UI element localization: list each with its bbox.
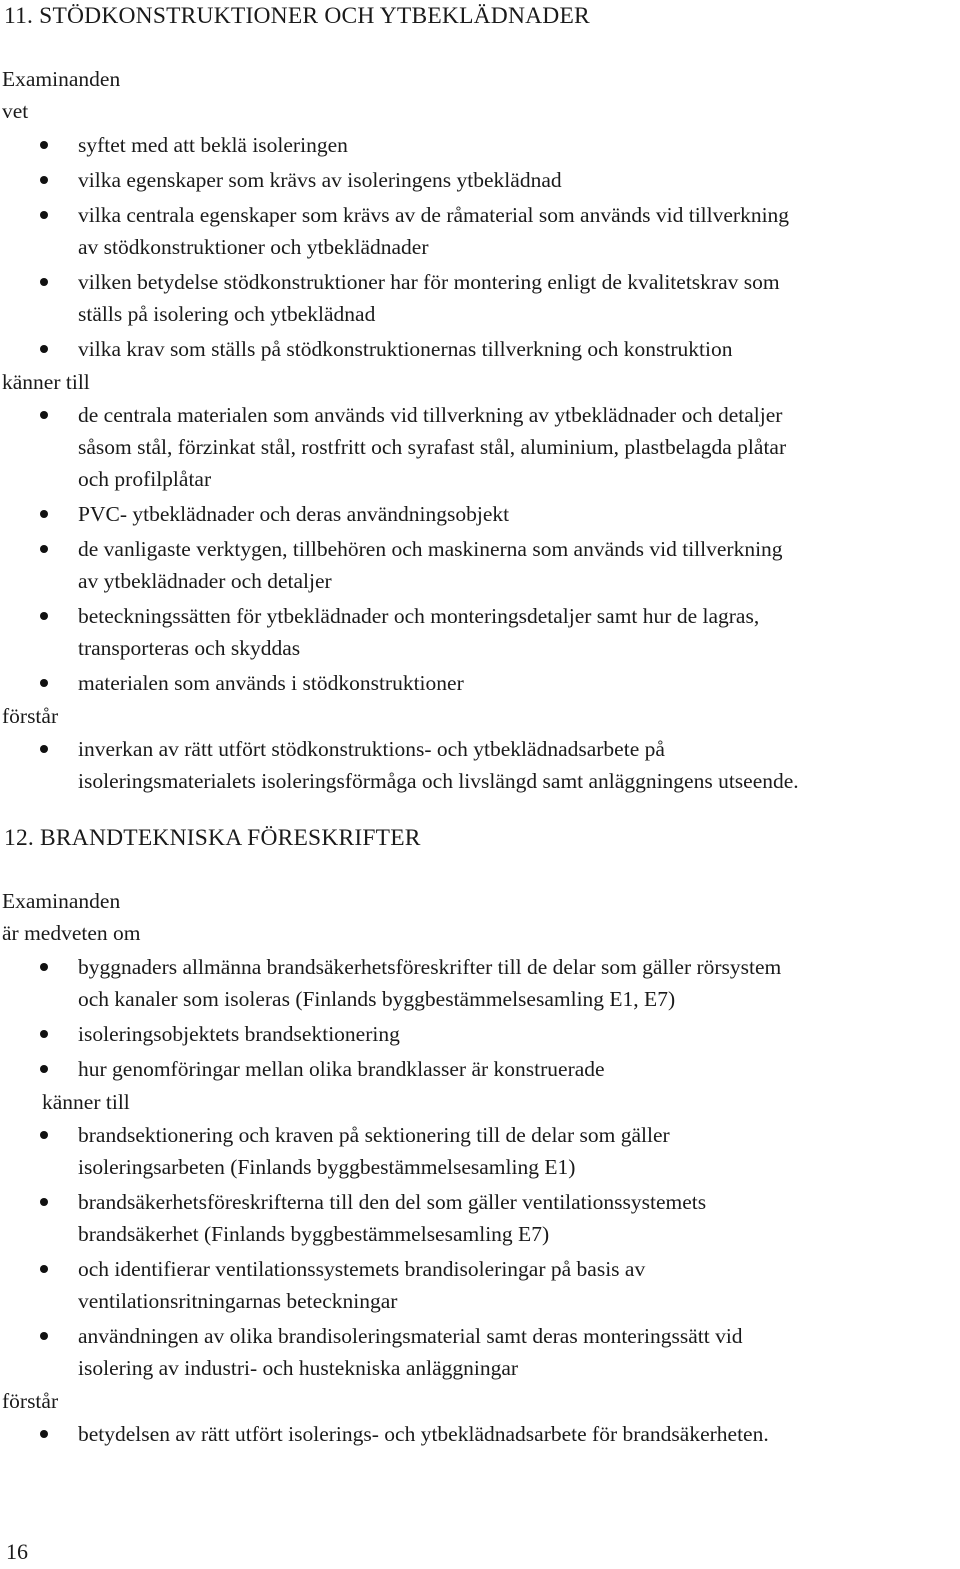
list-item-text: de centrala materialen som används vid tillverkning av ytbeklädnader och detaljer <box>78 403 783 427</box>
bullet-icon <box>40 345 48 353</box>
list-item-text: av ytbeklädnader och detaljer <box>78 569 332 593</box>
list-item-text: vilken betydelse stödkonstruktioner har för montering enligt de kvalitetskrav som <box>78 270 780 294</box>
group-label: känner till <box>42 1090 130 1114</box>
bullet-icon <box>40 510 48 518</box>
list-item-text: vilka krav som ställs på stödkonstruktionernas tillverkning och konstruktion <box>78 337 733 361</box>
list-item-text: isoleringsarbeten (Finlands byggbestämmelsesamling E1) <box>78 1155 576 1179</box>
bullet-icon <box>40 745 48 753</box>
list-item-text: beteckningssätten för ytbeklädnader och monteringsdetaljer samt hur de lagras, <box>78 604 760 628</box>
bullet-icon <box>40 612 48 620</box>
bullet-icon <box>40 1332 48 1340</box>
group-label: förstår <box>2 1389 59 1413</box>
group-label: förstår <box>2 704 59 728</box>
list-item-text: brandsäkerhetsföreskrifterna till den del som gäller ventilationssystemets <box>78 1190 707 1214</box>
group-label: känner till <box>2 370 90 394</box>
list-item-text: hur genomföringar mellan olika brandklasser är konstruerade <box>78 1057 605 1081</box>
bullet-icon <box>40 1131 48 1139</box>
bullet-icon <box>40 278 48 286</box>
bullet-icon <box>40 141 48 149</box>
bullet-icon <box>40 963 48 971</box>
list-item-text: ventilationsritningarnas beteckningar <box>78 1289 398 1313</box>
list-item-text: isoleringsobjektets brandsektionering <box>78 1022 400 1046</box>
list-item-text: vilka egenskaper som krävs av isoleringens ytbeklädnad <box>78 168 562 192</box>
list-item-text: materialen som används i stödkonstruktioner <box>78 671 464 695</box>
bullet-icon <box>40 1430 48 1438</box>
bullet-icon <box>40 1265 48 1273</box>
list-item-text: isoleringsmaterialets isoleringsförmåga och livslängd samt anläggningens utseende. <box>78 769 799 793</box>
intro-verb: vet <box>2 99 29 123</box>
bullet-icon <box>40 211 48 219</box>
page-number: 16 <box>6 1539 28 1564</box>
intro-subject: Examinanden <box>2 889 121 913</box>
list-item-text: de vanligaste verktygen, tillbehören och maskinerna som används vid tillverkning <box>78 537 783 561</box>
list-item-text: och kanaler som isoleras (Finlands byggbestämmelsesamling E1, E7) <box>78 987 676 1011</box>
list-item-text: byggnaders allmänna brandsäkerhetsföreskrifter till de delar som gäller rörsystem <box>78 955 782 979</box>
section-heading: 11. STÖDKONSTRUKTIONER OCH YTBEKLÄDNADER <box>4 3 590 29</box>
bullet-icon <box>40 411 48 419</box>
list-item-text: syftet med att beklä isoleringen <box>78 133 348 157</box>
list-item-text: inverkan av rätt utfört stödkonstruktions- och ytbeklädnadsarbete på <box>78 737 665 761</box>
list-item-text: vilka centrala egenskaper som krävs av de råmaterial som används vid tillverkning <box>78 203 790 227</box>
bullet-icon <box>40 1065 48 1073</box>
list-item-text: ställs på isolering och ytbeklädnad <box>78 302 376 326</box>
list-item-text: brandsektionering och kraven på sektionering till de delar som gäller <box>78 1123 670 1147</box>
list-item-text: isolering av industri- och hustekniska anläggningar <box>78 1356 519 1380</box>
intro-subject: Examinanden <box>2 67 121 91</box>
bullet-icon <box>40 1030 48 1038</box>
bullet-icon <box>40 679 48 687</box>
list-item-text: såsom stål, förzinkat stål, rostfritt och syrafast stål, aluminium, plastbelagda plåtar <box>78 435 787 459</box>
list-item-text: och identifierar ventilationssystemets brandisoleringar på basis av <box>78 1257 646 1281</box>
bullet-icon <box>40 545 48 553</box>
bullet-icon <box>40 1198 48 1206</box>
section-heading: 12. BRANDTEKNISKA FÖRESKRIFTER <box>4 825 421 851</box>
intro-verb: är medveten om <box>2 921 141 945</box>
list-item-text: brandsäkerhet (Finlands byggbestämmelsesamling E7) <box>78 1222 550 1246</box>
list-item-text: PVC- ytbeklädnader och deras användningsobjekt <box>78 502 510 526</box>
bullet-icon <box>40 176 48 184</box>
list-item-text: användningen av olika brandisoleringsmaterial samt deras monteringssätt vid <box>78 1324 743 1348</box>
list-item-text: betydelsen av rätt utfört isolerings- och ytbeklädnadsarbete för brandsäkerheten. <box>78 1422 769 1446</box>
list-item-text: och profilplåtar <box>78 467 212 491</box>
list-item-text: av stödkonstruktioner och ytbeklädnader <box>78 235 429 259</box>
list-item-text: transporteras och skyddas <box>78 636 301 660</box>
